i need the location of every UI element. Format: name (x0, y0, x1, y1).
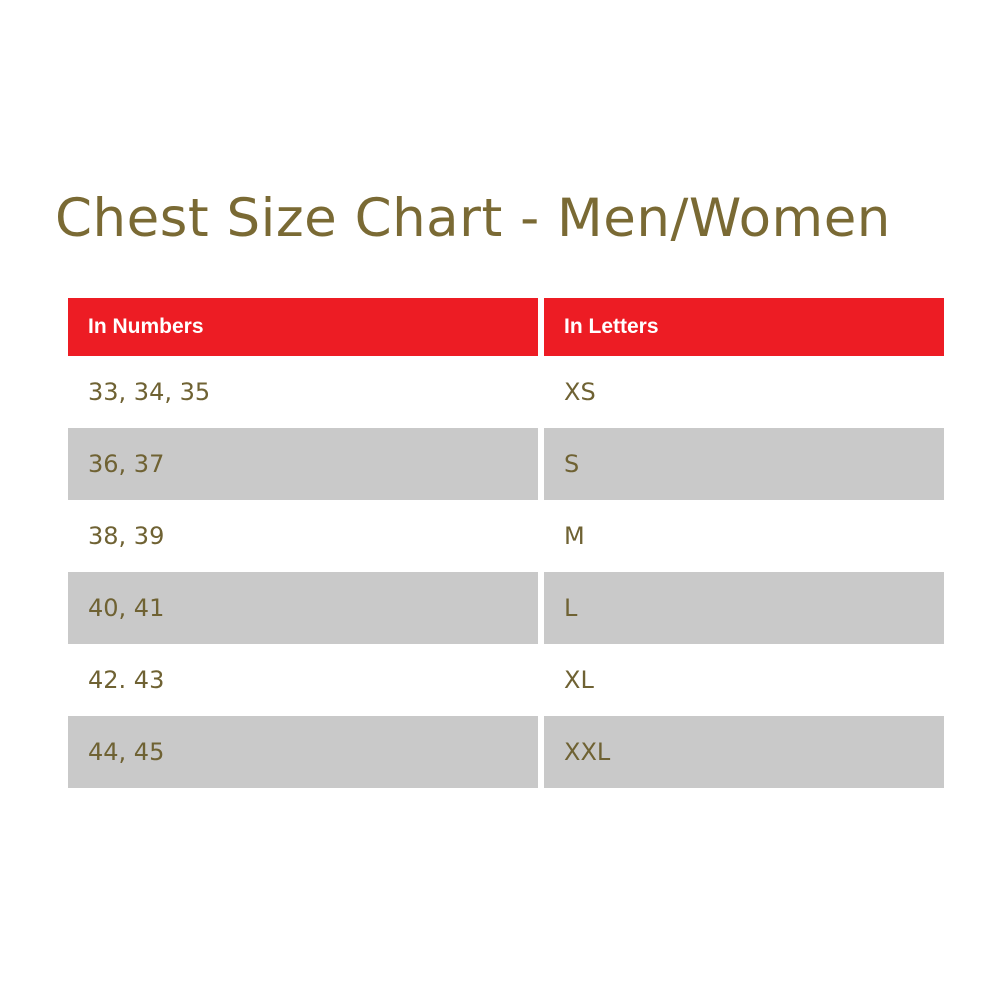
column-header-numbers: In Numbers (68, 298, 541, 356)
table-row (68, 716, 944, 788)
cell-letters: XXL (541, 716, 944, 788)
cell-letters: S (541, 428, 944, 500)
cell-letters: XL (541, 644, 944, 716)
table-row (68, 428, 944, 500)
column-header-letters: In Letters (541, 298, 944, 356)
table-row (68, 644, 944, 716)
cell-letters: XS (541, 356, 944, 428)
table-row (68, 500, 944, 572)
cell-numbers: 44, 45 (68, 716, 541, 788)
table-row (68, 356, 944, 428)
table-header-row (68, 298, 944, 356)
cell-letters: L (541, 572, 944, 644)
page-title: Chest Size Chart - Men/Women (55, 188, 891, 249)
table-row (68, 572, 944, 644)
size-chart-table (68, 298, 944, 788)
table-body (68, 356, 944, 788)
cell-numbers: 42. 43 (68, 644, 541, 716)
cell-numbers: 33, 34, 35 (68, 356, 541, 428)
table-header (68, 298, 944, 356)
cell-letters: M (541, 500, 944, 572)
cell-numbers: 40, 41 (68, 572, 541, 644)
cell-numbers: 36, 37 (68, 428, 541, 500)
cell-numbers: 38, 39 (68, 500, 541, 572)
size-chart-container (68, 298, 944, 788)
